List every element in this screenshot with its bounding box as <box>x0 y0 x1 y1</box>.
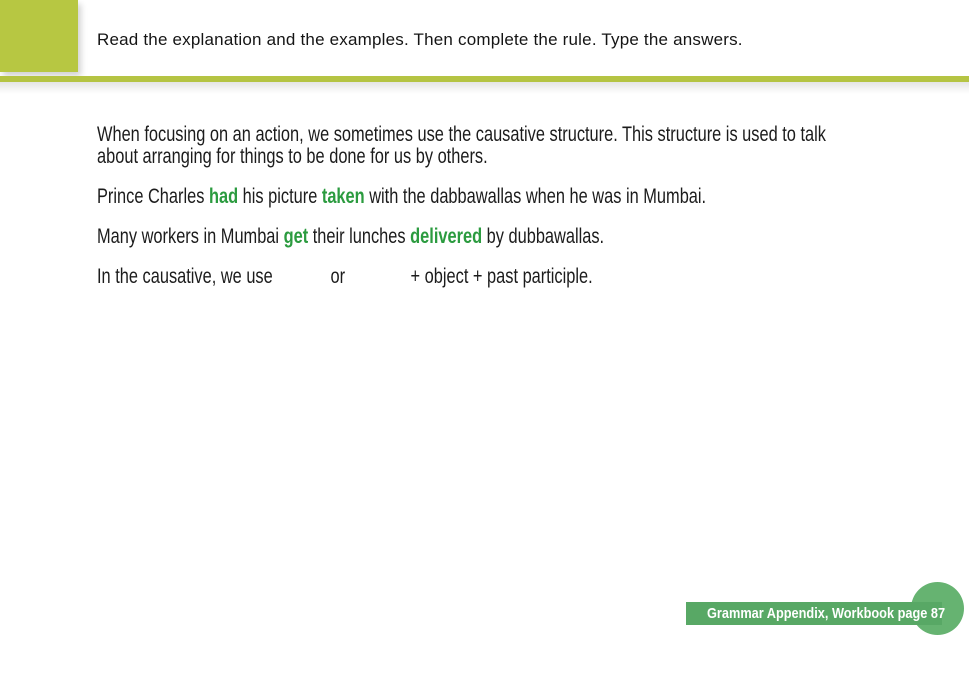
highlighted-word: taken <box>321 185 365 208</box>
exercise-content <box>97 124 969 306</box>
example-sentence-1 <box>97 186 969 208</box>
highlighted-word: had <box>208 185 239 208</box>
corner-accent-square <box>0 0 78 72</box>
rule-sentence <box>97 266 969 288</box>
header-divider-shadow <box>0 82 969 94</box>
highlighted-word: get <box>283 225 309 248</box>
reference-badge <box>686 602 946 625</box>
rule-text-connector: or <box>330 265 346 288</box>
sentence-text: his picture <box>238 185 322 208</box>
rule-text-before: In the causative, we use <box>97 265 273 288</box>
sentence-text: their lunches <box>308 225 411 248</box>
example-sentence-2 <box>97 226 969 248</box>
task-instruction: Read the explanation and the examples. Then complete the rule. Type the answers. <box>97 30 743 49</box>
sentence-text: with the dabbawallas when he was in Mumbai. <box>364 185 707 208</box>
sentence-text: Many workers in Mumbai <box>97 225 284 248</box>
sentence-text: by dubbawallas. <box>482 225 605 248</box>
rule-answer-2-input[interactable] <box>350 266 406 288</box>
highlighted-word: delivered <box>410 225 483 248</box>
rule-answer-1-input[interactable] <box>277 266 325 288</box>
reference-badge-label: Grammar Appendix, Workbook page 87 <box>707 605 946 622</box>
rule-text-after: + object + past participle. <box>410 265 593 288</box>
explanation-paragraph <box>97 124 969 168</box>
explanation-line-2: about arranging for things to be done for us by others. <box>97 145 488 168</box>
explanation-line-1: When focusing on an action, we sometimes use the causative structure. This structure is used to talk <box>97 123 826 146</box>
sentence-text: Prince Charles <box>97 185 209 208</box>
